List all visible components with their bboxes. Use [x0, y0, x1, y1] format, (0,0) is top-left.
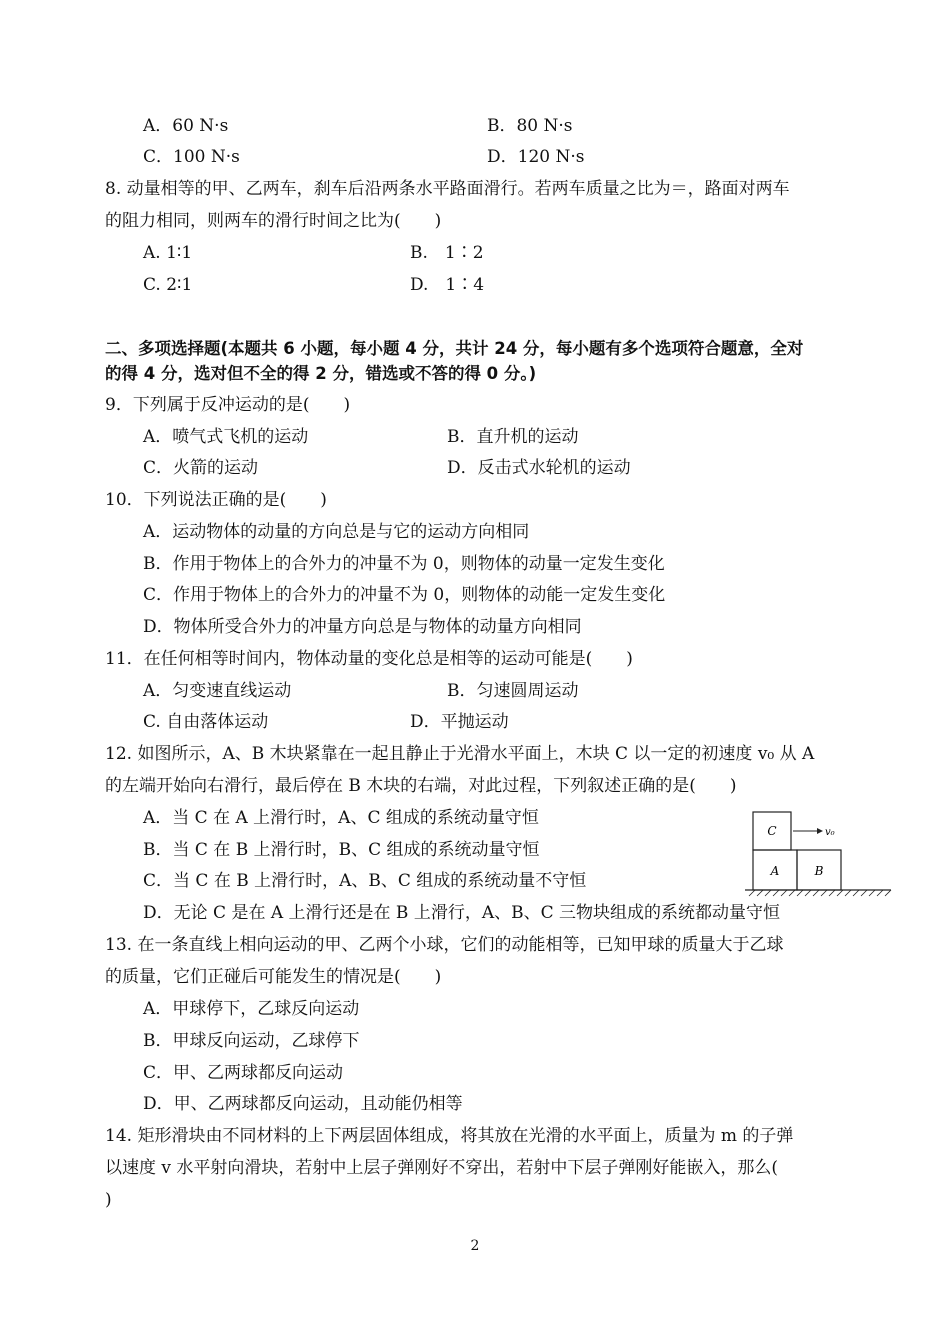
- q13-option-a: A．甲球停下，乙球反向运动: [143, 999, 360, 1019]
- q12-stem-line1: 12. 如图所示，A、B 木块紧靠在一起且静止于光滑水平面上，木块 C 以一定的初速度 v₀ 从 A: [105, 744, 815, 764]
- q9-option-d: D．反击式水轮机的运动: [447, 458, 631, 478]
- q8-stem-line2: 的阻力相同，则两车的滑行时间之比为( ): [105, 211, 442, 231]
- q13-stem-line2: 的质量，它们正碰后可能发生的情况是( ): [105, 967, 442, 987]
- q12-option-a: A．当 C 在 A 上滑行时，A、C 组成的系统动量守恒: [143, 808, 539, 828]
- q14-stem-line1: 14. 矩形滑块由不同材料的上下两层固体组成，将其放在光滑的水平面上，质量为 m 的子弹: [105, 1126, 794, 1146]
- q7-option-b: B．80 N·s: [487, 116, 573, 136]
- arrow-head-icon: [817, 828, 823, 834]
- q8-option-b: B. 1∶2: [410, 243, 484, 263]
- q12-option-c: C．当 C 在 B 上滑行时，A、B、C 组成的系统动量不守恒: [143, 871, 587, 891]
- block-a-label: A: [770, 864, 780, 878]
- q11-option-c: C. 自由落体运动: [143, 712, 269, 732]
- q11-option-d: D．平抛运动: [410, 712, 509, 732]
- page-number: 2: [470, 1238, 480, 1254]
- q9-stem: 9．下列属于反冲运动的是( ): [105, 395, 351, 415]
- q7-option-d: D．120 N·s: [487, 147, 585, 167]
- q12-blocks-figure: [745, 808, 893, 900]
- q12-option-d: D．无论 C 是在 A 上滑行还是在 B 上滑行，A、B、C 三物块组成的系统都动量守恒: [143, 903, 781, 923]
- q9-option-a: A．喷气式飞机的运动: [143, 427, 309, 447]
- ground-hatching: [749, 890, 891, 896]
- q9-option-b: B．直升机的运动: [447, 427, 579, 447]
- q14-stem-line3: ): [105, 1190, 112, 1210]
- q11-stem: 11．在任何相等时间内，物体动量的变化总是相等的运动可能是( ): [105, 649, 633, 669]
- q13-option-b: B．甲球反向运动，乙球停下: [143, 1031, 360, 1051]
- q13-stem-line1: 13. 在一条直线上相向运动的甲、乙两个小球，它们的动能相等，已知甲球的质量大于乙球: [105, 935, 784, 955]
- q13-option-c: C．甲、乙两球都反向运动: [143, 1063, 344, 1083]
- q8-option-d: D. 1∶4: [410, 275, 485, 295]
- section-heading-line1: 二、多项选择题(本题共 6 小题，每小题 4 分，共计 24 分，每小题有多个选项符合题意，全对: [105, 339, 804, 358]
- q10-stem: 10．下列说法正确的是( ): [105, 490, 327, 510]
- q9-option-c: C．火箭的运动: [143, 458, 259, 478]
- q10-option-d: D．物体所受合外力的冲量方向总是与物体的动量方向相同: [143, 617, 582, 637]
- block-c-label: C: [767, 824, 777, 838]
- q14-stem-line2: 以速度 v 水平射向滑块，若射中上层子弹刚好不穿出，若射中下层子弹刚好能嵌入，那么(: [105, 1158, 779, 1178]
- q10-option-a: A．运动物体的动量的方向总是与它的运动方向相同: [143, 522, 530, 542]
- q10-option-b: B．作用于物体上的合外力的冲量不为 0，则物体的动量一定发生变化: [143, 554, 665, 574]
- q7-option-a: A．60 N·s: [143, 116, 229, 136]
- q11-option-a: A．匀变速直线运动: [143, 681, 292, 701]
- section-heading-line2: 的得 4 分，选对但不全的得 2 分，错选或不答的得 0 分。): [105, 364, 537, 383]
- velocity-label: v₀: [825, 827, 835, 838]
- q8-option-a: A. 1∶1: [143, 243, 193, 263]
- q8-option-c: C. 2∶1: [143, 275, 193, 295]
- q8-stem-line1: 8. 动量相等的甲、乙两车，刹车后沿两条水平路面滑行。若两车质量之比为＝，路面对两车: [105, 179, 790, 199]
- q10-option-c: C．作用于物体上的合外力的冲量不为 0，则物体的动能一定发生变化: [143, 585, 666, 605]
- q13-option-d: D．甲、乙两球都反向运动，且动能仍相等: [143, 1094, 463, 1114]
- block-b-label: B: [814, 864, 824, 878]
- q11-option-b: B．匀速圆周运动: [447, 681, 579, 701]
- q12-stem-line2: 的左端开始向右滑行，最后停在 B 木块的右端，对此过程，下列叙述正确的是( ): [105, 776, 737, 796]
- q12-option-b: B．当 C 在 B 上滑行时，B、C 组成的系统动量守恒: [143, 840, 540, 860]
- q7-option-c: C．100 N·s: [143, 147, 240, 167]
